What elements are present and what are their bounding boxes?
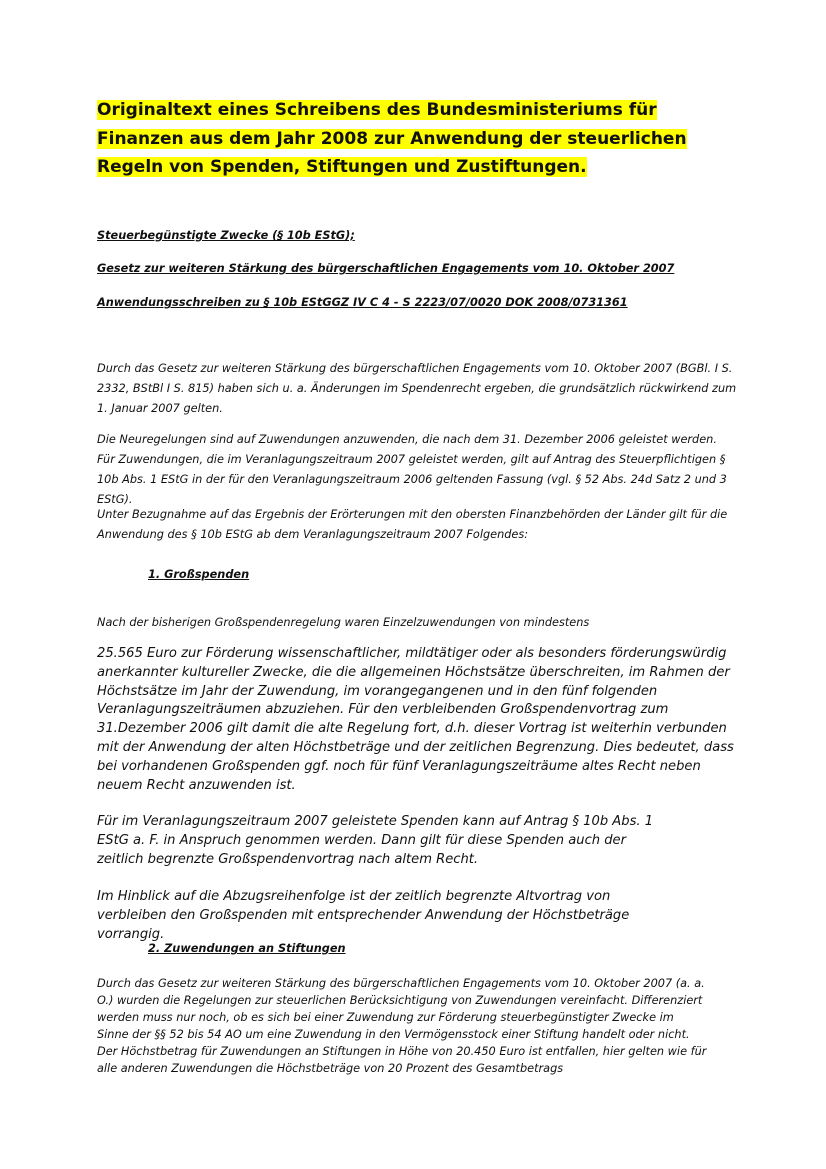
paragraph-bezugnahme: Unter Bezugnahme auf das Ergebnis der Erörterungen mit den obersten Finanzbehörden der Länder gilt für die Anwendung des § 10b EStG ab dem Veranlagungszeitraum 2007 Folgendes: <box>97 508 728 541</box>
subhead-gesetz: Gesetz zur weiteren Stärkung des bürgerschaftlichen Engagements vom 10. Oktober 2007 <box>97 262 675 275</box>
paragraph-stiftungen: Durch das Gesetz zur weiteren Stärkung des bürgerschaftlichen Engagements vom 10. Oktober 2007 (a. a. O.) wurden die Regelungen zur steuerlichen Berücksichtigung von Zuwendungen vereinfacht. Differenziert werden muss nur noch, ob es sich bei einer Zuwendung zur Förderung steuerbegünstigter Zwecke im Sinne der §§ 52 bis 54 AO um eine Zuwendung in den Vermögensstock einer Stiftung handelt oder nicht. Der Höchstbetrag für Zuwendungen an Stiftungen in Höhe von 20.450 Euro ist entfallen, hier gelten wie für alle anderen Zuwendungen die Höchstbeträge von 20 Prozent des Gesamtbetrags <box>97 977 707 1075</box>
heading-grossspenden: 1. Großspenden <box>148 568 250 581</box>
subhead-steuerbeguenstigte-zwecke: Steuerbegünstigte Zwecke (§ 10b EStG); <box>97 229 355 242</box>
paragraph-bisherige-regelung: Nach der bisherigen Großspendenregelung waren Einzelzuwendungen von mindestens <box>97 616 590 629</box>
paragraph-intro: Durch das Gesetz zur weiteren Stärkung des bürgerschaftlichen Engagements vom 10. Oktober 2007 (BGBl. I S. 2332, BStBl I S. 815) haben sich u. a. Änderungen im Spendenrecht ergeben, die grundsätzlich rückwirkend zum 1. Januar 2007 gelten. <box>97 362 737 415</box>
heading-zuwendungen-stiftungen: 2. Zuwendungen an Stiftungen <box>148 942 346 955</box>
paragraph-antrag-2007: Für im Veranlagungszeitraum 2007 geleistete Spenden kann auf Antrag § 10b Abs. 1 EStG a. F. in Anspruch genommen werden. Dann gilt für diese Spenden auch der zeitlich begrenzte Großspendenvortrag nach altem Recht. <box>97 814 654 867</box>
paragraph-grossspenden-detail: 25.565 Euro zur Förderung wissenschaftlicher, mildtätiger oder als besonders förderungswürdig anerkannter kultureller Zwecke, die die allgemeinen Höchstsätze überschreiten, im Rahmen der Höchstsätze im Jahr der Zuwendung, im vorangegangenen und in den fünf folgenden Veranlagungszeiträumen abzuziehen. Für den verbleibenden Großspendenvortrag zum 31.Dezember 2006 gilt damit die alte Regelung fort, d.h. dieser Vortrag ist weiterhin verbunden mit der Anwendung der alten Höchstbeträge und der zeitlichen Begrenzung. Dies bedeutet, dass bei vorhandenen Großspenden ggf. noch für fünf Veranlagungszeiträume altes Recht neben neuem Recht anzuwenden ist. <box>97 646 734 793</box>
paragraph-abzugsreihenfolge: Im Hinblick auf die Abzugsreihenfolge ist der zeitlich begrenzte Altvortrag von verbleiben den Großspenden mit entsprechender Anwendung der Höchstbeträge vorrangig. <box>97 889 630 942</box>
subhead-anwendungsschreiben: Anwendungsschreiben zu § 10b EStGGZ IV C 4 - S 2223/07/0020 DOK 2008/0731361 <box>97 296 628 309</box>
document-title <box>97 96 737 182</box>
highlighted-title-text: Originaltext eines Schreibens des Bundesministeriums für Finanzen aus dem Jahr 2008 zur Anwendung der steuerlichen Regeln von Spenden, Stiftungen und Zustiftungen. <box>97 100 687 177</box>
paragraph-neuregelungen: Die Neuregelungen sind auf Zuwendungen anzuwenden, die nach dem 31. Dezember 2006 geleistet werden. Für Zuwendungen, die im Veranlagungszeitraum 2007 geleistet werden, gilt auf Antrag des Steuerpflichtigen § 10b Abs. 1 EStG in der für den Veranlagungszeitraum 2006 geltenden Fassung (vgl. § 52 Abs. 24d Satz 2 und 3 EStG). <box>97 433 727 506</box>
